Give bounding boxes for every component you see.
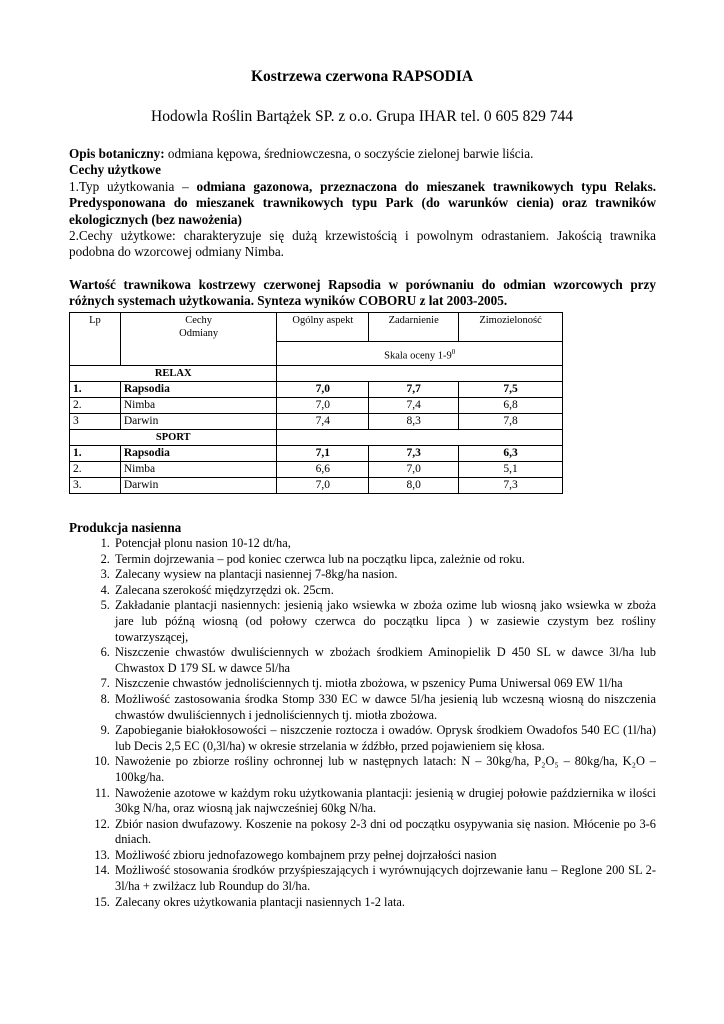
- list-item: 10. Nawożenie po zbiorze rośliny ochronnej lub w następnych latach: N – 30kg/ha, P₂O₅ – 80kg/ha, K₂O – 100kg/ha.: [113, 754, 656, 785]
- table-row: [70, 414, 563, 430]
- section-row-relax: [70, 366, 563, 382]
- cell-zadarnienie: 8,3: [369, 414, 459, 430]
- header-zadarnienie: Zadarnienie: [369, 313, 459, 342]
- header-cechy-odmiany: [120, 313, 277, 366]
- cell-ogolny: 7,0: [277, 382, 369, 398]
- breeder-info: Hodowla Roślin Bartążek SP. z o.o. Grupa IHAR tel. 0 605 829 744: [151, 108, 573, 125]
- list-item: 12. Zbiór nasion dwufazowy. Koszenie na pokosy 2-3 dni od początku osypywania się nasion. Młócenie po 3-6 dniach.: [113, 817, 656, 848]
- list-item: 9. Zapobieganie białokłosowości – niszczenie roztocza i owadów. Oprysk środkiem Owadofos 540 EC (1l/ha) lub Decis 2,5 EC (0,3l/ha) w okresie strzelania w źdźbło, przed pojawieniem się kłosa.: [113, 723, 656, 754]
- cell-variety: Rapsodia: [120, 446, 277, 462]
- usage-type-paragraph: [69, 179, 656, 228]
- botanical-description: [69, 146, 656, 162]
- cell-ogolny: 7,0: [277, 398, 369, 414]
- cell-zadarnienie: 7,4: [369, 398, 459, 414]
- document-title: Kostrzewa czerwona RAPSODIA: [250, 68, 474, 85]
- cell-zadarnienie: 7,7: [369, 382, 459, 398]
- section-label-relax: RELAX: [70, 366, 277, 382]
- cell-zimozielonosc: 6,8: [459, 398, 563, 414]
- cell-lp: 2.: [70, 462, 121, 478]
- cell-lp: 1.: [70, 382, 121, 398]
- cell-lp: 3.: [70, 478, 121, 494]
- list-item: 14. Możliwość stosowania środków przyśpieszających i wyrównujących dojrzewanie łanu – Reglone 200 SL 2-3l/ha + zwilżacz lub Roundup do 3l/ha.: [113, 863, 656, 894]
- list-item: 7. Niszczenie chwastów jednoliściennych tj. miotła zbożowa, w pszenicy Puma Uniwersal 069 EW 1l/ha: [113, 676, 656, 692]
- cell-zadarnienie: 8,0: [369, 478, 459, 494]
- cell-variety: Nimba: [120, 398, 277, 414]
- cell-ogolny: 6,6: [277, 462, 369, 478]
- list-item: 5. Zakładanie plantacji nasiennych: jesienią jako wsiewka w zboża ozime lub wiosną jako wsiewka w zboża jare lub późną wiosną (od połowy czerwca do początku lipca ) w zasiewie czystym bez rośliny towarzyszącej,: [113, 598, 656, 645]
- cell-variety: Nimba: [120, 462, 277, 478]
- cell-zimozielonosc: 6,3: [459, 446, 563, 462]
- cell-zimozielonosc: 5,1: [459, 462, 563, 478]
- list-item: 13. Możliwość zbioru jednofazowego kombajnem przy pełnej dojrzałości nasion: [113, 848, 656, 864]
- cell-lp: 3: [70, 414, 121, 430]
- header-ogolny-aspekt: Ogólny aspekt: [277, 313, 369, 342]
- list-item: 15. Zalecany okres użytkowania plantacji nasiennych 1-2 lata.: [113, 895, 656, 911]
- section-row-sport: [70, 430, 563, 446]
- list-item: 11. Nawożenie azotowe w każdym roku użytkowania plantacji: jesienią w drugiej połowie października w ilości 30kg N/ha, oraz wiosną jak najwcześniej 60kg N/ha.: [113, 786, 656, 817]
- header-lp: Lp: [70, 313, 121, 366]
- list-item: 6. Niszczenie chwastów dwuliściennych w zbożach środkiem Aminopielik D 450 SL w dawce 3l/ha lub Chwastox D 179 SL w dawce 5l/ha: [113, 645, 656, 676]
- list-item: 1. Potencjał plonu nasion 10-12 dt/ha,: [113, 536, 656, 552]
- cell-variety: Darwin: [120, 478, 277, 494]
- cell-zimozielonosc: 7,3: [459, 478, 563, 494]
- table-intro: Wartość trawnikowa kostrzewy czerwonej Rapsodia w porównaniu do odmian wzorcowych przy różnych systemach użytkowania. Synteza wyników COBORU z lat 2003-2005.: [69, 277, 656, 309]
- table-row: [70, 462, 563, 478]
- usage-heading: Cechy użytkowe: [69, 162, 161, 178]
- cell-zadarnienie: 7,0: [369, 462, 459, 478]
- list-item: 2. Termin dojrzewania – pod koniec czerwca lub na początku lipca, zależnie od roku.: [113, 552, 656, 568]
- cell-lp: 2.: [70, 398, 121, 414]
- table-row: [70, 478, 563, 494]
- usage-type-prefix: 1.Typ użytkowania –: [69, 178, 197, 194]
- table-row: [70, 382, 563, 398]
- cell-variety: Rapsodia: [120, 382, 277, 398]
- cell-ogolny: 7,4: [277, 414, 369, 430]
- table-header-row: [70, 313, 563, 342]
- header-cechy: Cechy: [185, 315, 213, 326]
- list-item: 8. Możliwość zastosowania środka Stomp 330 EC w dawce 5l/ha jesienią lub wczesną wiosną do niszczenia chwastów dwuliściennych i jednoliściennych tj. miotła zbożowa.: [113, 692, 656, 723]
- cell-zimozielonosc: 7,8: [459, 414, 563, 430]
- scale-superscript: 0: [451, 348, 456, 356]
- cell-zadarnienie: 7,3: [369, 446, 459, 462]
- header-odmiany: Odmiany: [179, 328, 219, 339]
- usage-type-bold: odmiana gazonowa, przeznaczona do mieszanek trawnikowych typu Relaks. Predysponowana do mieszanek trawnikowych typu Park (do warunków cienia) oraz trawników ekologicznych (bez nawożenia): [69, 178, 656, 227]
- cell-ogolny: 7,0: [277, 478, 369, 494]
- header-scale: [277, 342, 563, 366]
- cell-ogolny: 7,1: [277, 446, 369, 462]
- scale-text: Skala oceny 1-9: [384, 350, 452, 362]
- cell-variety: Darwin: [120, 414, 277, 430]
- cell-lp: 1.: [70, 446, 121, 462]
- botanical-label: Opis botaniczny:: [69, 146, 165, 161]
- cell-zimozielonosc: 7,5: [459, 382, 563, 398]
- seed-production-heading: Produkcja nasienna: [69, 520, 182, 535]
- section-label-sport: SPORT: [70, 430, 277, 446]
- description-section: [69, 146, 656, 261]
- table-row: [70, 446, 563, 462]
- header-zimozielonosc: Zimozieloność: [459, 313, 563, 342]
- botanical-text: odmiana kępowa, średniowczesna, o soczyście zielonej barwie liścia.: [164, 146, 534, 161]
- results-table: [69, 312, 563, 494]
- seed-production-list: [69, 536, 656, 910]
- usage-traits-paragraph: 2.Cechy użytkowe: charakteryzuje się dużą krzewistością i powolnym odrastaniem. Jakością trawnika podobna do wzorcowej odmiany Nimba.: [69, 228, 656, 260]
- list-item: 4. Zalecana szerokość międzyrzędzi ok. 25cm.: [113, 583, 656, 599]
- list-item: 3. Zalecany wysiew na plantacji nasiennej 7-8kg/ha nasion.: [113, 567, 656, 583]
- table-row: [70, 398, 563, 414]
